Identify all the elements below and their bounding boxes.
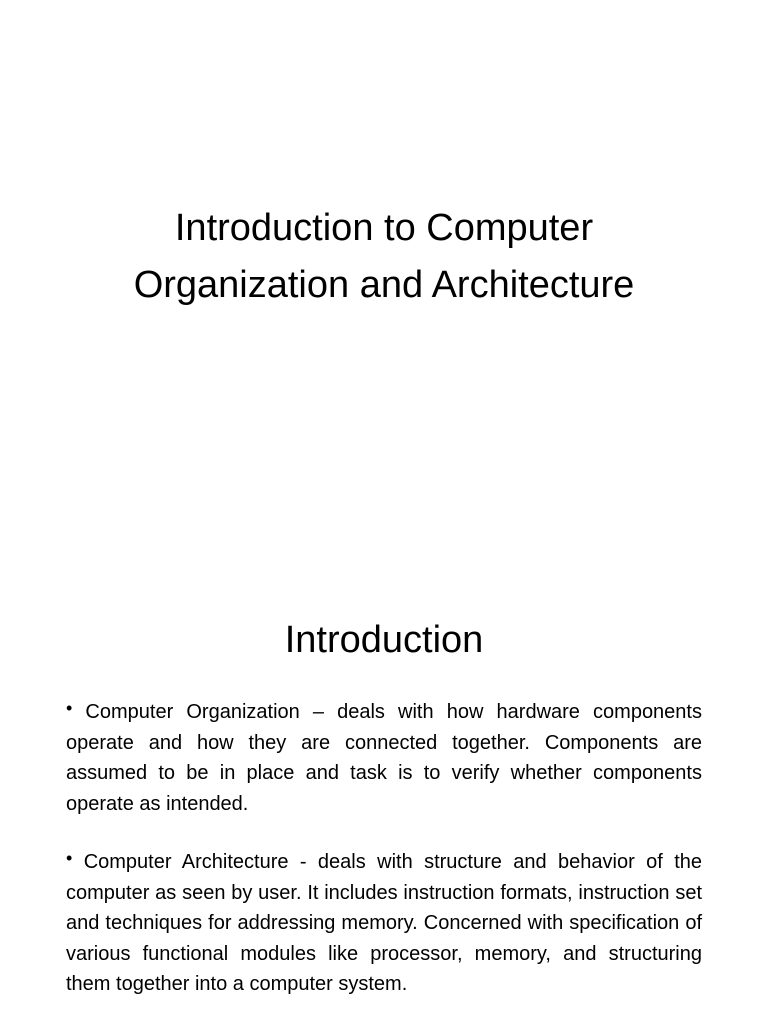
slide-heading: Introduction <box>284 619 484 661</box>
bullet-list <box>66 697 702 1024</box>
title-line-1: Introduction to Computer <box>174 207 594 249</box>
bullet-icon: • <box>66 848 73 868</box>
bullet-text: Computer Organization – deals with how hardware components operate and how they are connected together. Components are assumed to be in place and task is to verify whether components operate as intended. <box>66 701 702 815</box>
bullet-icon: • <box>66 698 73 718</box>
title-line-2: Organization and Architecture <box>133 264 635 306</box>
bullet-item-architecture <box>66 847 702 1000</box>
introduction-slide <box>0 576 768 1024</box>
bullet-text: Computer Architecture - deals with structure and behavior of the computer as seen by user. It includes instruction formats, instruction set and techniques for addressing memory. Concerned with specification of various functional modules like processor, memory, and structuring them together into a computer system. <box>66 851 702 995</box>
presentation-title <box>40 200 728 314</box>
bullet-item-organization <box>66 697 702 819</box>
